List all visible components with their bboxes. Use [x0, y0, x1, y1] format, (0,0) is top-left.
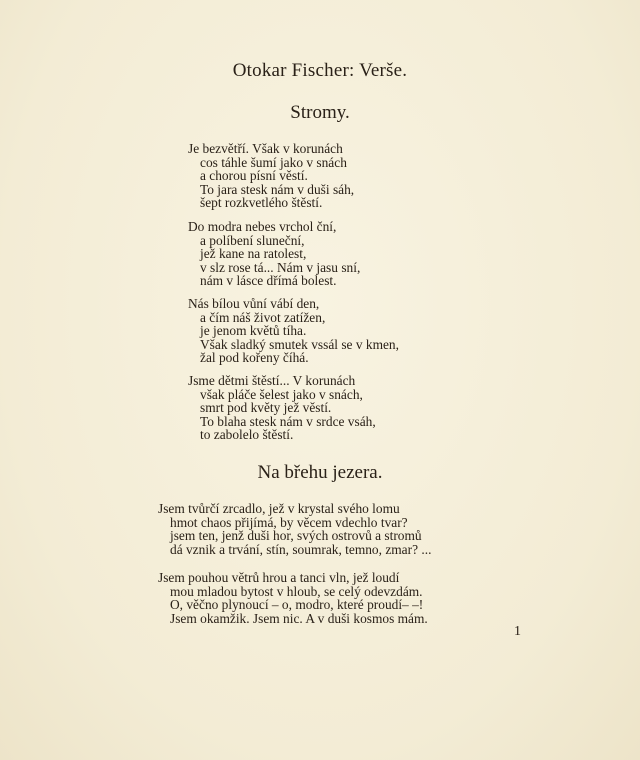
verse-line: jež kane na ratolest, — [200, 246, 307, 262]
stanza — [158, 571, 428, 625]
stanza — [158, 502, 431, 556]
verse-line: Jsem tvůrčí zrcadlo, jež v krystal svého lomu — [158, 501, 400, 516]
stanza — [188, 297, 399, 365]
stanza — [188, 142, 354, 210]
page-header: Otokar Fischer: Verše. — [232, 60, 408, 81]
verse-line: To jara stesk nám v duši sáh, — [200, 181, 355, 197]
verse-line: nám v lásce dřímá bolest. — [200, 273, 337, 289]
verse-line: Jsme dětmi štěstí... V korunách — [188, 373, 356, 388]
verse-line: Do modra nebes vrchol ční, — [188, 219, 337, 234]
verse-line: to zabolelo štěstí. — [200, 427, 294, 443]
page-number: 1 — [514, 624, 521, 639]
verse-line: Však sladký smutek vssál se v kmen, — [200, 336, 399, 352]
verse-line: žal pod kořeny číhá. — [200, 350, 309, 366]
verse-line: dá vznik a trvání, stín, soumrak, temno, zmar? ... — [170, 541, 432, 557]
verse-line: Jsem okamžik. Jsem nic. A v duši kosmos mám. — [170, 610, 428, 626]
verse-line: Nás bílou vůní vábí den, — [188, 296, 320, 311]
verse-line: však pláče šelest jako v snách, — [200, 386, 363, 402]
poem-title-stromy: Stromy. — [290, 102, 350, 123]
verse-line: smrt pod květy jež věstí. — [200, 400, 332, 416]
verse-line: cos táhle šumí jako v snách — [200, 154, 347, 170]
verse-line: hmot chaos přijímá, by věcem vdechlo tvar? — [170, 514, 408, 530]
verse-line: Jsem pouhou větrů hrou a tanci vln, jež loudí — [158, 570, 400, 585]
poem-title-na-brehu-jezera: Na břehu jezera. — [257, 462, 383, 483]
verse-line: a chorou písní věstí. — [200, 168, 308, 184]
verse-line: To blaha stesk nám v srdce vsáh, — [200, 413, 376, 429]
verse-line: mou mladou bytost v hloub, se celý odevzdám. — [170, 583, 423, 599]
verse-line: Je bezvětří. Však v korunách — [188, 141, 343, 156]
verse-line: a čím náš život zatížen, — [200, 309, 326, 325]
stanza — [188, 374, 376, 442]
verse-line: je jenom květů tíha. — [200, 323, 307, 339]
verse-line: v slz rose tá... Nám v jasu sní, — [200, 259, 361, 275]
stanza — [188, 220, 360, 288]
verse-line: jsem ten, jenž duši hor, svých ostrovů a stromů — [170, 528, 422, 544]
verse-line: a políbení sluneční, — [200, 232, 305, 248]
verse-line: O, věčno plynoucí – o, modro, které proudí– –! — [170, 597, 424, 613]
verse-line: šept rozkvetlého štěstí. — [200, 195, 323, 211]
